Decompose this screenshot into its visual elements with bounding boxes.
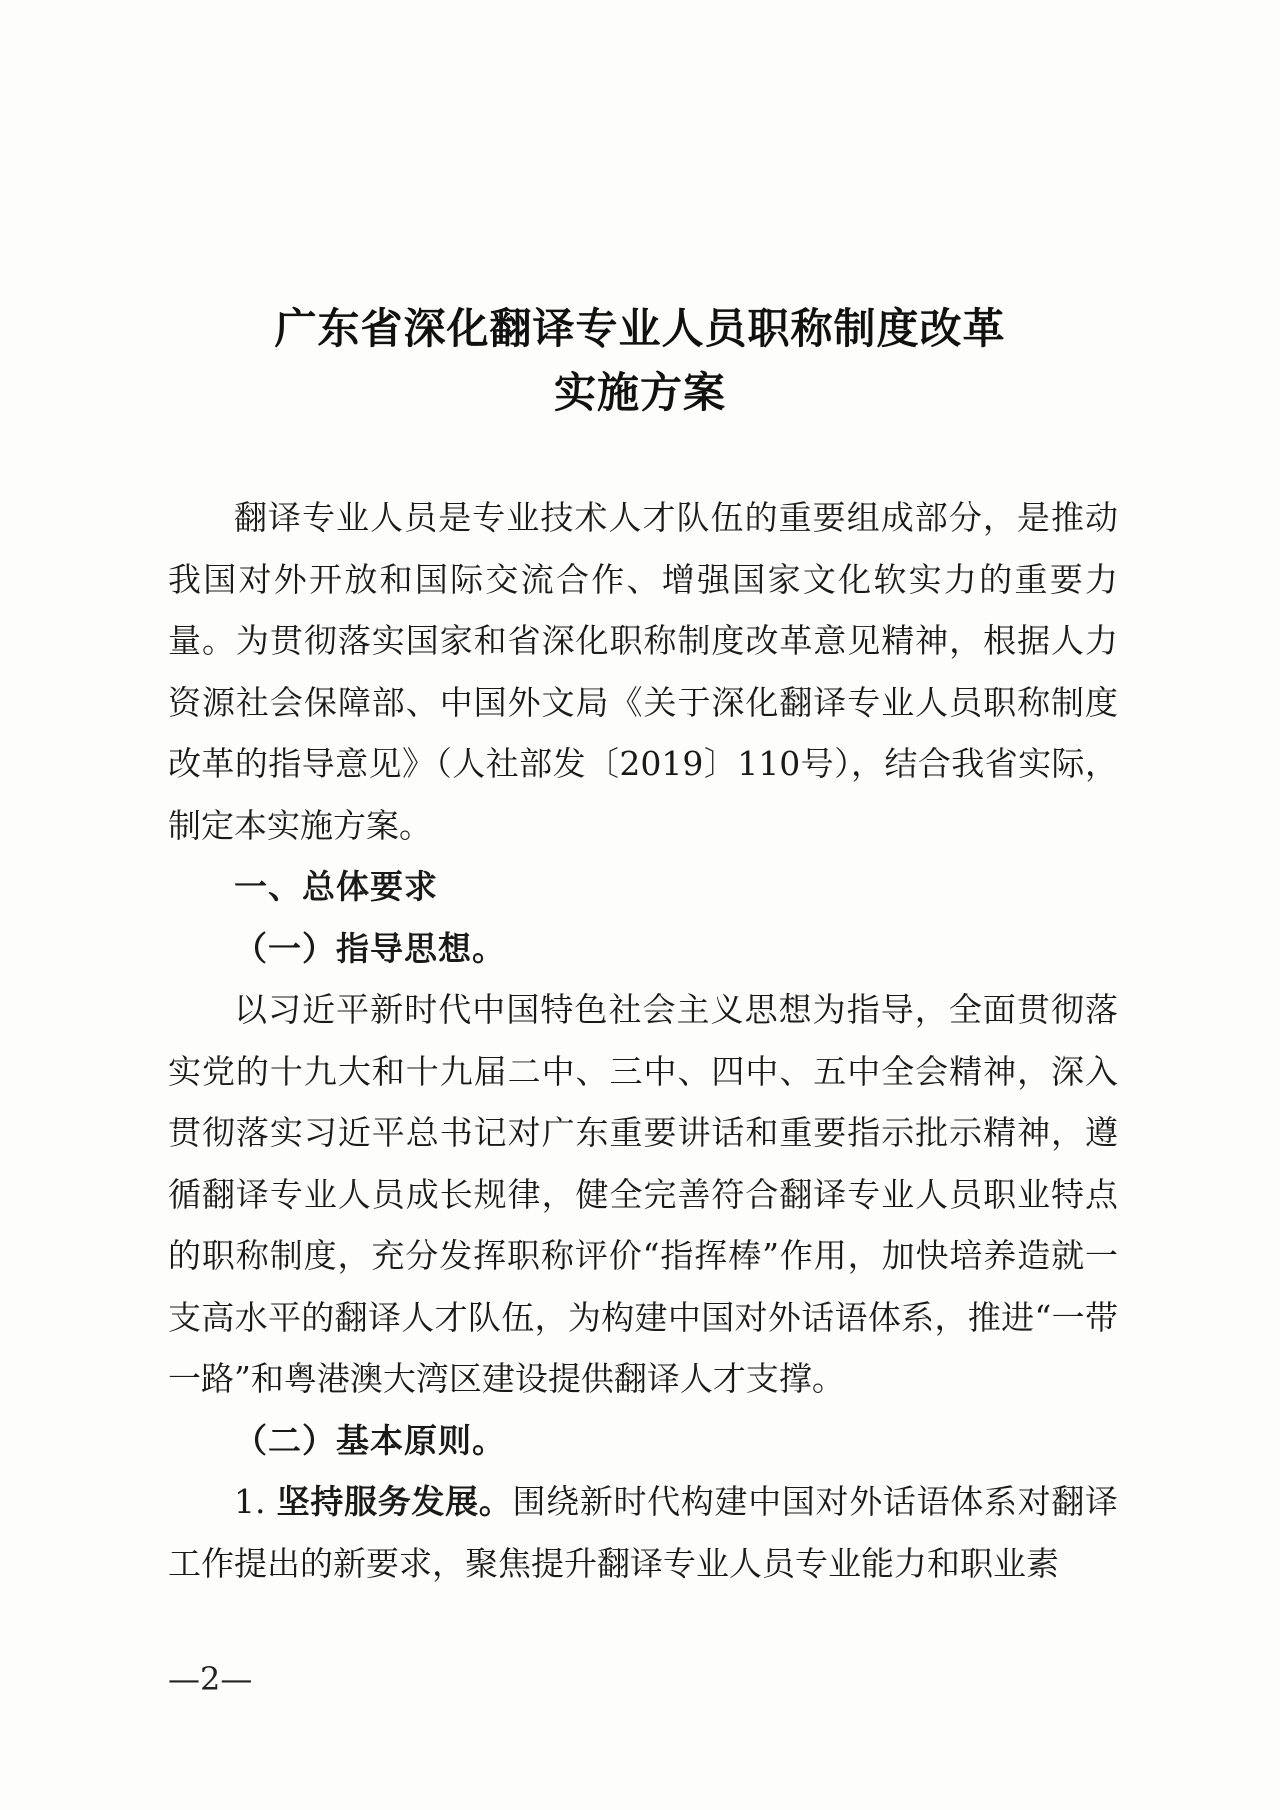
document-title-line1: 广东省深化翻译专业人员职称制度改革: [274, 304, 1006, 353]
subsection-heading-guiding-ideology: （一）指导思想。: [234, 928, 506, 968]
guiding-ideology-paragraph: 以习近平新时代中国特色社会主义思想为指导，全面贯彻落实党的十九大和十九届二中、三中、四中、五中全会精神，深入贯彻落实习近平总书记对广东重要讲话和重要指示批示精神，遵循翻译专业人员成长规律，健全完善符合翻译专业人员职业特点的职称制度，充分发挥职称评价“指挥棒”作用，加快培养造就一支高水平的翻译人才队伍，为构建中国对外话语体系，推进“一带一路”和粤港澳大湾区建设提供翻译人才支撑。: [168, 990, 1118, 1398]
principle-item-1-lead: 坚持服务发展。: [276, 1482, 513, 1521]
principle-item-1: [168, 1471, 1118, 1594]
principle-item-1-number: 1.: [234, 1482, 266, 1521]
page-number: —2—: [168, 1660, 253, 1698]
document-body: [168, 487, 1118, 1594]
principle-item-1-text: 围绕新时代构建中国对外话语体系对翻译工作提出的新要求，聚焦提升翻译专业人员专业能力和职业素: [168, 1482, 1118, 1583]
intro-paragraph: 翻译专业人员是专业技术人才队伍的重要组成部分，是推动我国对外开放和国际交流合作、增强国家文化软实力的重要力量。为贯彻落实国家和省深化职称制度改革意见精神，根据人力资源社会保障部、中国外文局《关于深化翻译专业人员职称制度改革的指导意见》（人社部发〔2019〕110号），结合我省实际，制定本实施方案。: [168, 498, 1118, 845]
subsection-heading-basic-principles: （二）基本原则。: [234, 1420, 506, 1460]
document-title-line2: 实施方案: [553, 368, 726, 417]
section-heading-general-requirements: 一、总体要求: [234, 867, 438, 906]
